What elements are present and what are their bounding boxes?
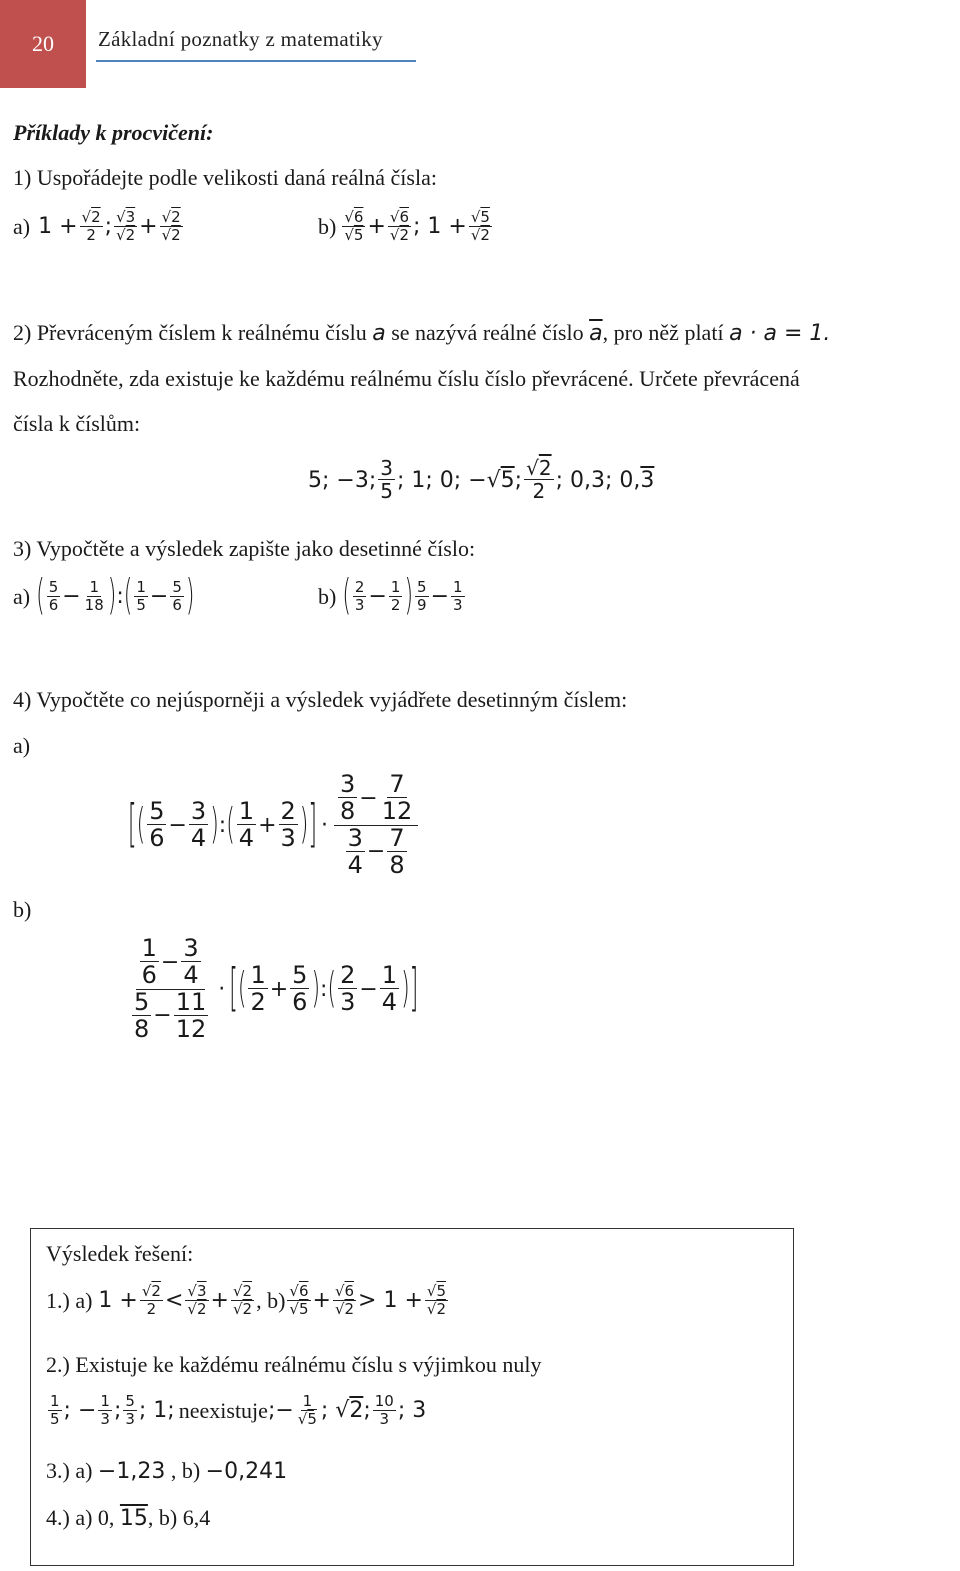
text: , b) 6,4 (147, 1505, 211, 1530)
variable-a-bar: $\overline{a}$ (589, 321, 603, 346)
exercise-1a-label: a) (13, 213, 31, 239)
exercise-1a: a) 1 + $\frac{√2}{2}$ ; $\frac{√3}{√2}$ + $\frac{√2}{√2}$ (13, 208, 181, 244)
chapter-title: Základní poznatky z matematiky (98, 27, 383, 51)
exercise-4a-expression: [ ( $\frac{5}{6}$ − $\frac{3}{4}$ ) : ( $\frac{1}{4}$ + $\frac{2}{3}$ ) ] · $\frac{3}{8}$ − $\frac{7}{12}$ $\frac{3}{4}$ − $\frac{7}{8}$ (128, 772, 420, 878)
exercise-3a: a) ( $\frac{5}{6}$ − $\frac{1}{18}$ ) : ( $\frac{1}{5}$ − $\frac{5}{6}$ ) (13, 572, 195, 621)
exercise-4a-label: a) (13, 733, 31, 758)
exercise-1b: b) $\frac{√6}{√5}$ + $\frac{√6}{√2}$ ; 1 + $\frac{√5}{√2}$ (318, 208, 490, 244)
text: se nazývá reálné číslo (385, 320, 590, 345)
result-3 (46, 1458, 287, 1484)
exercise-1b-label: b) (318, 213, 337, 239)
header-underline (96, 60, 416, 62)
variable-a: a (372, 321, 386, 346)
period-digits: 15 (119, 1506, 148, 1531)
value: −1,23 (97, 1459, 166, 1484)
exercise-3b-label: b) (318, 583, 337, 609)
exercise-4-text: 4) Vypočtěte co nejúsporněji a výsledek vyjádřete desetinným číslem: (13, 687, 628, 712)
text: , b) (256, 1287, 286, 1313)
equation: a · a = 1. (729, 321, 831, 346)
fraction: $\frac{√2}{√2}$ (161, 208, 181, 244)
exercise-2-line1 (13, 320, 830, 346)
exercise-4b-expression: $\frac{1}{6}$ − $\frac{3}{4}$ $\frac{5}{8}$ − $\frac{11}{12}$ · [ ( $\frac{1}{2}$ + $\frac{5}{6}$ ) : ( $\frac{2}{3}$ − $\frac{1}{4}$ ) ] (134, 934, 419, 1043)
exercise-2-line2: Rozhodněte, zda existuje ke každému reálnému číslu číslo převrácené. Určete převrácená (13, 366, 800, 391)
exercise-3a-label: a) (13, 583, 31, 609)
text: 2) Převráceným číslem k reálnému číslu (13, 320, 373, 345)
result-2-text: 2.) Existuje ke každému reálnému číslu s výjimkou nuly (46, 1352, 542, 1377)
result-1-label: 1.) a) (46, 1287, 93, 1313)
exercise-2-numbers: 5; −3; $\frac{3}{5}$ ; 1; 0; −√5; $\frac{√2}{2}$ ; 0,3; 0,3 (308, 456, 655, 503)
text: 4.) a) 0, (46, 1505, 120, 1530)
text: neexistuje (178, 1397, 268, 1423)
result-1: 1.) a) 1 + $\frac{√2}{2}$ < $\frac{√3}{√2}$ + $\frac{√2}{√2}$ , b) $\frac{√6}{√5}$ + $\frac{√6}{√2}$ > 1 + $\frac{√5}{√2}$ (46, 1282, 447, 1318)
text: 3.) a) (46, 1458, 98, 1483)
exercise-3b: b) ( $\frac{2}{3}$ − $\frac{1}{2}$ ) $\frac{5}{9}$ − $\frac{1}{3}$ (318, 572, 463, 621)
exercise-4b-label: b) (13, 897, 32, 922)
results-title: Výsledek řešení: (46, 1241, 194, 1266)
page-number: 20 (0, 0, 86, 88)
section-title: Příklady k procvičení: (13, 120, 214, 145)
exercise-2-line3: čísla k číslům: (13, 411, 141, 436)
result-2-values: $\frac{1}{5}$ ; − $\frac{1}{3}$ ; $\frac{5}{3}$ ; 1; neexistuje ;− $\frac{1}{√5}$ ; √2; $\frac{10}{3}$ ; 3 (50, 1392, 427, 1428)
fraction: $\frac{√2}{2}$ (81, 208, 101, 244)
result-4 (46, 1505, 210, 1531)
text: , b) (165, 1458, 206, 1483)
text: , pro něž platí (602, 320, 730, 345)
value: −0,241 (205, 1459, 288, 1484)
exercise-1-text: 1) Uspořádejte podle velikosti daná reálná čísla: (13, 165, 437, 190)
exercise-3-text: 3) Vypočtěte a výsledek zapište jako desetinné číslo: (13, 536, 476, 561)
fraction: $\frac{√3}{√2}$ (116, 208, 136, 244)
